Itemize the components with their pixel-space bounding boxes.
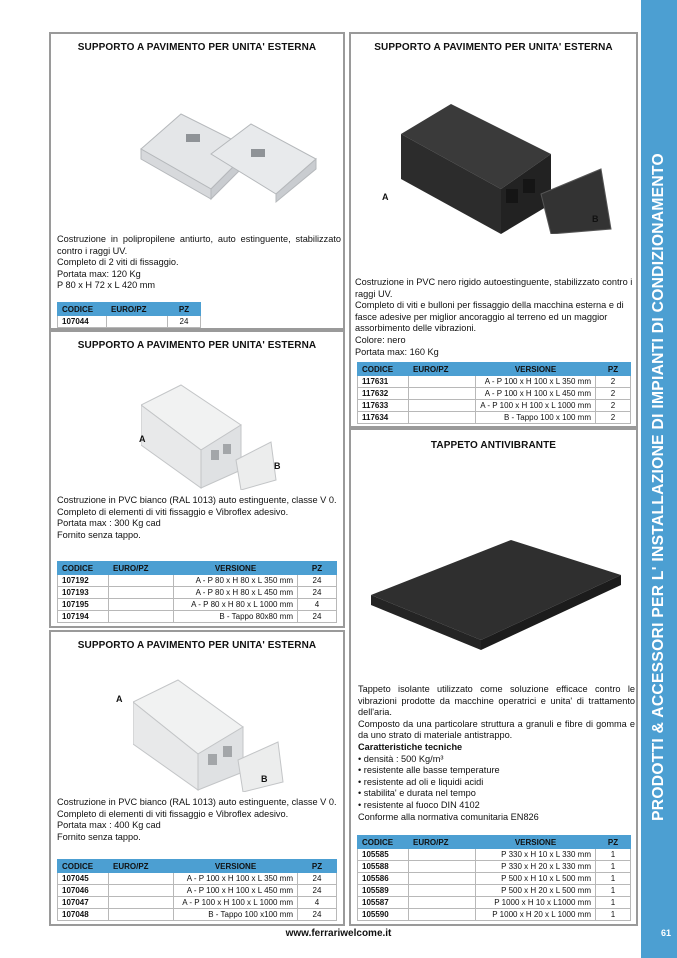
features-title: Caratteristiche tecniche: [358, 741, 463, 752]
table-header-row: [358, 836, 631, 849]
table-header-row: [58, 303, 201, 316]
table-row: [58, 587, 337, 599]
cell-pz: 1: [596, 861, 631, 873]
table-row: [358, 897, 631, 909]
cell-price: [409, 885, 476, 897]
cell-code: 107192: [58, 575, 109, 587]
product-panel-107044: [49, 32, 345, 330]
feature-item: • resistente al fuoco DIN 4102: [358, 799, 480, 810]
cell-code: 105585: [358, 849, 409, 861]
header-pz: PZ: [168, 303, 201, 316]
cell-code: 107044: [58, 316, 107, 328]
cell-version: B - Tappo 100 x 100 mm: [476, 412, 596, 424]
cell-pz: 2: [596, 388, 631, 400]
header-versione: VERSIONE: [476, 836, 596, 849]
cell-price: [409, 897, 476, 909]
cell-version: P 500 x H 10 x L 500 mm: [476, 873, 596, 885]
cell-pz: 1: [596, 873, 631, 885]
cell-version: A - P 80 x H 80 x L 350 mm: [174, 575, 298, 587]
cell-pz: 2: [596, 412, 631, 424]
header-pz: PZ: [596, 363, 631, 376]
header-europz: EURO/PZ: [107, 303, 168, 316]
feature-item: • resistente alle basse temperature: [358, 765, 500, 776]
label-a: A: [139, 434, 146, 444]
desc-line: Fornito senza tappo.: [57, 831, 141, 842]
cell-price: [409, 412, 476, 424]
panel-title: SUPPORTO A PAVIMENTO PER UNITA' ESTERNA: [374, 42, 613, 53]
feature-item: • stabilita' e durata nel tempo: [358, 788, 476, 799]
product-panel-117631: [349, 32, 638, 428]
cell-pz: 24: [298, 885, 337, 897]
cell-price: [409, 909, 476, 921]
cell-code: 117631: [358, 376, 409, 388]
cell-pz: 24: [298, 909, 337, 921]
header-versione: VERSIONE: [476, 363, 596, 376]
header-europz: EURO/PZ: [109, 562, 174, 575]
cell-code: 117633: [358, 400, 409, 412]
cell-pz: 4: [298, 599, 337, 611]
cell-code: 105586: [358, 873, 409, 885]
product-panel-107192: [49, 330, 345, 628]
product-table: [357, 362, 631, 424]
desc-line: Tappeto isolante utilizzato come soluzione efficace contro le vibrazioni prodotte da macchine operatrici e unita' di trattamento dell'aria.: [358, 684, 635, 718]
header-europz: EURO/PZ: [109, 860, 174, 873]
product-table: [57, 302, 201, 328]
cell-pz: 24: [168, 316, 201, 328]
cell-pz: 24: [298, 575, 337, 587]
cell-price: [109, 611, 174, 623]
cell-price: [109, 873, 174, 885]
desc-line: Fornito senza tappo.: [57, 529, 141, 540]
panel-title: TAPPETO ANTIVIBRANTE: [430, 440, 557, 451]
table-row: [358, 412, 631, 424]
cell-code: 105589: [358, 885, 409, 897]
product-description: [57, 495, 341, 541]
cell-version: A - P 80 x H 80 x L 1000 mm: [174, 599, 298, 611]
header-codice: CODICE: [58, 303, 107, 316]
header-europz: EURO/PZ: [409, 363, 476, 376]
header-codice: CODICE: [58, 860, 109, 873]
table-row: [58, 873, 337, 885]
product-image-white-pvc-support-100: [133, 672, 303, 792]
cell-version: A - P 100 x H 100 x L 1000 mm: [174, 897, 298, 909]
cell-pz: 1: [596, 885, 631, 897]
cell-pz: 2: [596, 400, 631, 412]
header-codice: CODICE: [358, 363, 409, 376]
cell-price: [109, 897, 174, 909]
header-codice: CODICE: [358, 836, 409, 849]
cell-code: 105590: [358, 909, 409, 921]
cell-code: 105587: [358, 897, 409, 909]
product-description: [355, 277, 635, 358]
sidebar-band: [641, 0, 677, 958]
cell-price: [409, 376, 476, 388]
cell-code: 117632: [358, 388, 409, 400]
desc-line: Portata max : 300 Kg cad: [57, 518, 161, 529]
product-panel-107045: [49, 630, 345, 926]
cell-code: 107194: [58, 611, 109, 623]
cell-pz: 24: [298, 611, 337, 623]
cell-version: A - P 80 x H 80 x L 450 mm: [174, 587, 298, 599]
header-codice: CODICE: [58, 562, 109, 575]
cell-price: [109, 909, 174, 921]
cell-version: A - P 100 x H 100 x L 450 mm: [174, 885, 298, 897]
desc-line: Costruzione in PVC bianco (RAL 1013) auto estinguente, classe V 0.: [57, 495, 337, 505]
cell-version: P 1000 x H 20 x L 1000 mm: [476, 909, 596, 921]
product-image-black-pvc-support: [381, 94, 621, 234]
cell-pz: 2: [596, 376, 631, 388]
table-row: [358, 873, 631, 885]
sidebar-title: PRODOTTI & ACCESSORI PER L' INSTALLAZIONE DI IMPIANTI DI CONDIZIONAMENTO: [650, 153, 667, 821]
product-image-white-pvc-support-80: [141, 380, 291, 490]
desc-line: Colore: nero: [355, 334, 406, 345]
table-row: [58, 316, 201, 328]
label-a: A: [116, 694, 123, 704]
product-panel-105585: [349, 428, 638, 926]
footer-url[interactable]: www.ferrariwelcome.it: [285, 928, 392, 939]
table-row: [58, 885, 337, 897]
table-row: [58, 611, 337, 623]
cell-version: P 330 x H 10 x L 330 mm: [476, 849, 596, 861]
table-row: [58, 897, 337, 909]
label-b: B: [274, 461, 281, 471]
product-description: [57, 234, 341, 292]
table-row: [358, 909, 631, 921]
cell-code: 107047: [58, 897, 109, 909]
product-table: [57, 859, 337, 921]
table-row: [58, 575, 337, 587]
product-description: [358, 684, 635, 823]
cell-version: P 330 x H 20 x L 330 mm: [476, 861, 596, 873]
cell-price: [409, 400, 476, 412]
cell-price: [409, 873, 476, 885]
desc-line: Composto da una particolare struttura a granuli e fibre di gomma e da uno strato di materiale antistrappo.: [358, 718, 635, 741]
panel-title: SUPPORTO A PAVIMENTO PER UNITA' ESTERNA: [77, 640, 317, 651]
desc-line: P 80 x H 72 x L 420 mm: [57, 280, 156, 291]
header-pz: PZ: [298, 860, 337, 873]
table-row: [358, 849, 631, 861]
label-a: A: [382, 192, 389, 202]
cell-code: 107193: [58, 587, 109, 599]
cell-code: 107046: [58, 885, 109, 897]
feature-item: • resistente ad oli e liquidi acidi: [358, 776, 484, 787]
header-pz: PZ: [298, 562, 337, 575]
header-pz: PZ: [596, 836, 631, 849]
product-description: [57, 797, 341, 843]
desc-line: Completo di 2 viti di fissaggio.: [57, 257, 179, 268]
product-table: [57, 561, 337, 623]
header-versione: VERSIONE: [174, 860, 298, 873]
desc-line: Costruzione in PVC nero rigido autoestinguente, stabilizzato contro i raggi UV.: [355, 277, 633, 299]
cell-version: A - P 100 x H 100 x L 350 mm: [476, 376, 596, 388]
desc-line: Portata max : 400 Kg cad: [57, 820, 161, 831]
table-header-row: [358, 363, 631, 376]
cell-pz: 1: [596, 909, 631, 921]
table-header-row: [58, 860, 337, 873]
desc-line: Portata max: 160 Kg: [355, 346, 439, 357]
feature-item: • densità : 500 Kg/m³: [358, 753, 444, 764]
cell-pz: 24: [298, 873, 337, 885]
table-row: [358, 885, 631, 897]
cell-version: P 1000 x H 10 x L1000 mm: [476, 897, 596, 909]
label-b: B: [261, 774, 268, 784]
cell-pz: 24: [298, 587, 337, 599]
norm-text: Conforme alla normativa comunitaria EN826: [358, 811, 539, 822]
table-row: [358, 388, 631, 400]
table-row: [358, 376, 631, 388]
cell-version: B - Tappo 100 x100 mm: [174, 909, 298, 921]
cell-pz: 1: [596, 849, 631, 861]
cell-pz: 4: [298, 897, 337, 909]
cell-price: [109, 599, 174, 611]
cell-code: 107048: [58, 909, 109, 921]
product-image-antivibration-mat: [371, 540, 621, 655]
table-header-row: [58, 562, 337, 575]
cell-version: A - P 100 x H 100 x L 350 mm: [174, 873, 298, 885]
desc-line: Costruzione in polipropilene antiurto, auto estinguente, stabilizzato contro i raggi UV.: [57, 234, 341, 256]
cell-price: [109, 885, 174, 897]
cell-version: P 500 x H 20 x L 500 mm: [476, 885, 596, 897]
desc-line: Portata max: 120 Kg: [57, 268, 141, 279]
cell-version: A - P 100 x H 100 x L 1000 mm: [476, 400, 596, 412]
cell-version: A - P 100 x H 100 x L 450 mm: [476, 388, 596, 400]
cell-price: [109, 575, 174, 587]
label-b: B: [592, 214, 599, 224]
panel-title: SUPPORTO A PAVIMENTO PER UNITA' ESTERNA: [77, 340, 317, 351]
cell-pz: 1: [596, 897, 631, 909]
desc-line: Completo di elementi di viti fissaggio e Vibroflex adesivo.: [57, 506, 289, 517]
table-row: [58, 909, 337, 921]
desc-line: Costruzione in PVC bianco (RAL 1013) auto estinguente, classe V 0.: [57, 797, 337, 807]
cell-price: [409, 861, 476, 873]
header-versione: VERSIONE: [174, 562, 298, 575]
cell-code: 107195: [58, 599, 109, 611]
cell-price: [409, 849, 476, 861]
product-table: [357, 835, 631, 921]
cell-code: 107045: [58, 873, 109, 885]
cell-version: B - Tappo 80x80 mm: [174, 611, 298, 623]
table-row: [358, 861, 631, 873]
desc-line: Completo di viti e bulloni per fissaggio della macchina esterna e di fasce adesive per miglior ancoraggio al terreno ed un maggior assorbimento delle vibrazioni.: [355, 300, 624, 334]
cell-price: [409, 388, 476, 400]
cell-price: [109, 587, 174, 599]
table-row: [58, 599, 337, 611]
product-image-polypropylene-support: [131, 94, 321, 204]
cell-price: [107, 316, 168, 328]
cell-code: 117634: [358, 412, 409, 424]
desc-line: Completo di elementi di viti fissaggio e Vibroflex adesivo.: [57, 808, 289, 819]
header-europz: EURO/PZ: [409, 836, 476, 849]
page-number: 61: [660, 928, 671, 938]
table-row: [358, 400, 631, 412]
cell-code: 105588: [358, 861, 409, 873]
panel-title: SUPPORTO A PAVIMENTO PER UNITA' ESTERNA: [77, 42, 317, 53]
